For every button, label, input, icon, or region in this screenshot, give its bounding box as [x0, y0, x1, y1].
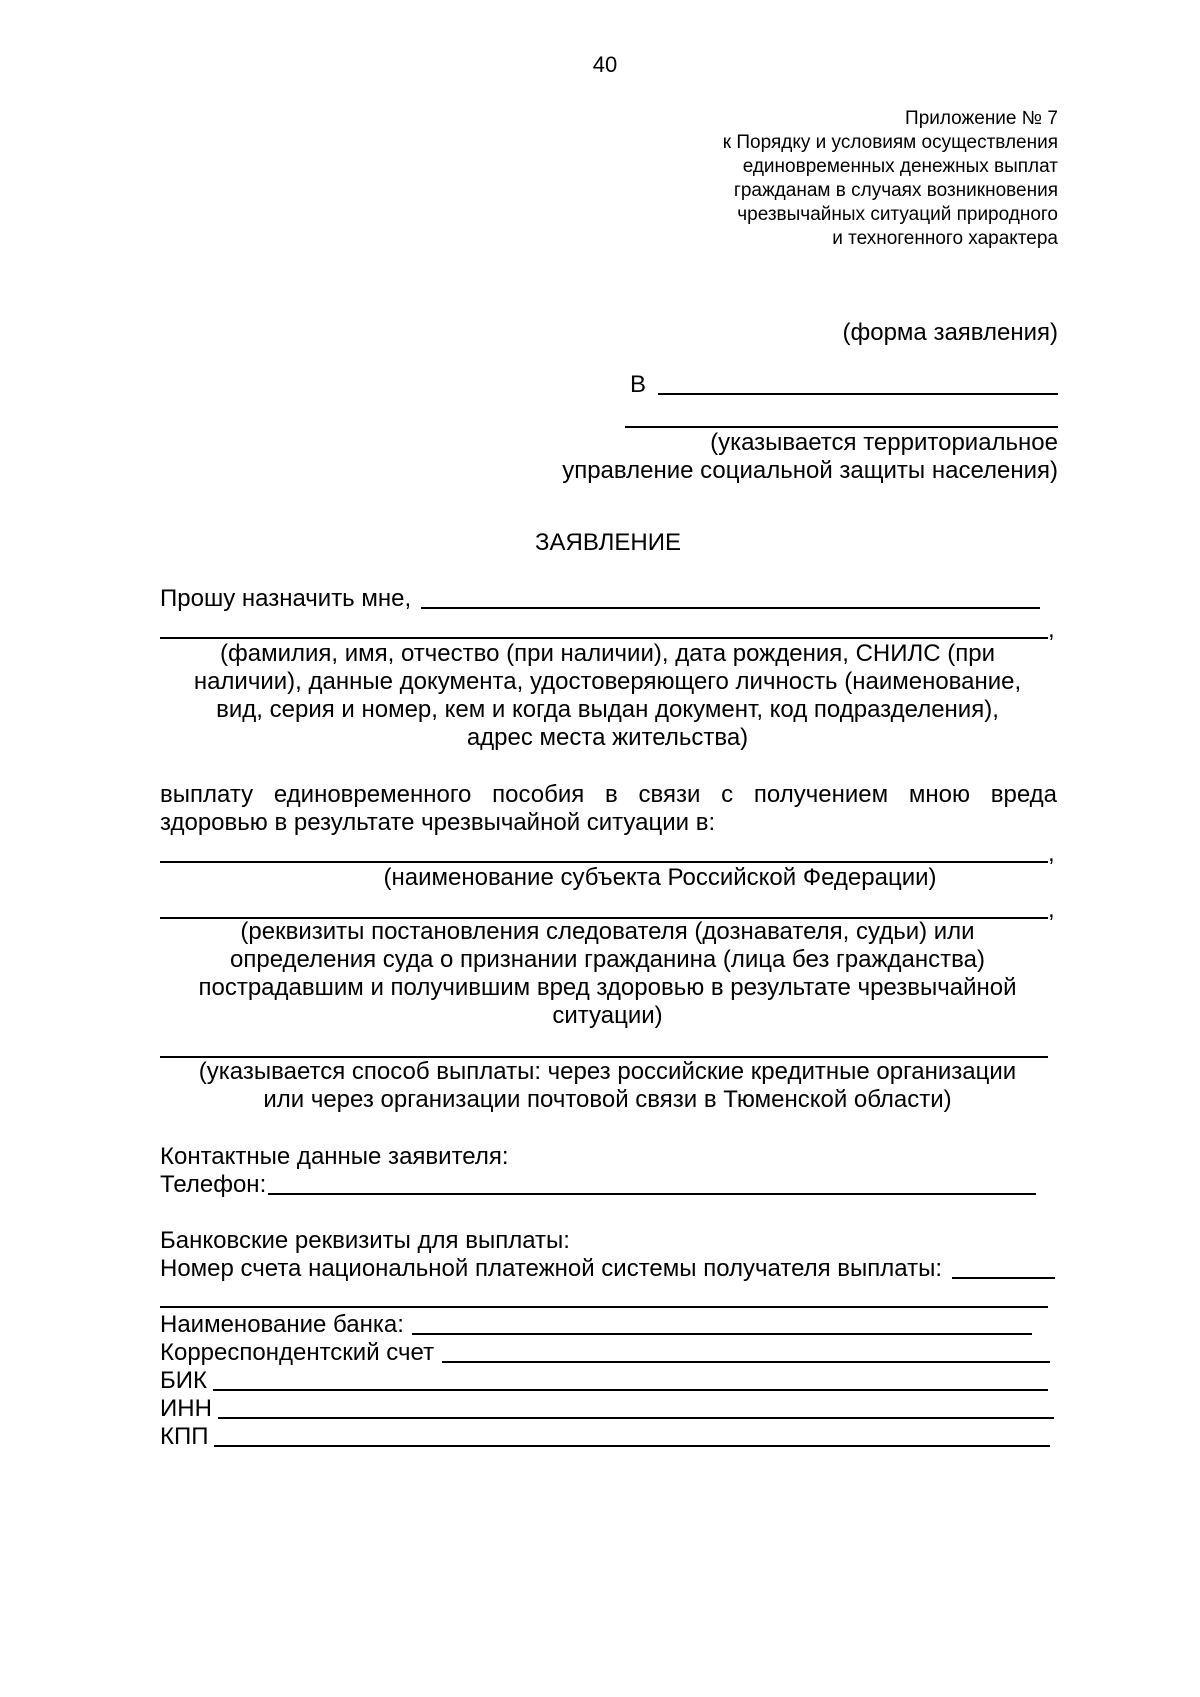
corr-account-line[interactable]: [442, 1361, 1050, 1363]
inn-line[interactable]: [218, 1417, 1054, 1419]
applicant-hint: [160, 640, 1055, 752]
addressee-hint-1: (указывается территориальное: [710, 429, 1058, 456]
hint-line: адрес места жительства): [466, 724, 749, 751]
bank-name-field[interactable]: [160, 1310, 1032, 1340]
addressee-line[interactable]: [658, 393, 1058, 395]
applicant-line-1[interactable]: [421, 607, 1040, 609]
addressee-field[interactable]: [630, 370, 1058, 400]
bank-name-label: Наименование банка:: [160, 1311, 404, 1338]
bik-label: БИК: [160, 1367, 207, 1394]
comma: ,: [1048, 616, 1055, 643]
bank-name-line[interactable]: [412, 1333, 1032, 1335]
decision-hint: [160, 918, 1055, 1030]
addressee-hint-2: управление социальной защиты населения): [562, 457, 1058, 484]
comma: ,: [1048, 840, 1055, 867]
hint-line: (реквизиты постановления следователя (дознавателя, судьи) или: [240, 918, 975, 945]
hint-line: наличии), данные документа, удостоверяющего личность (наименование,: [193, 668, 1022, 695]
payment-line-1: выплату единовременного пособия в связи с получением мною вреда: [160, 781, 1057, 808]
hint-line: вид, серия и номер, кем и когда выдан документ, код подразделения),: [216, 696, 999, 723]
method-hint: [160, 1058, 1055, 1114]
region-hint: (наименование субъекта Российской Федерации): [383, 864, 937, 891]
kpp-line[interactable]: [214, 1445, 1050, 1447]
inn-field[interactable]: [160, 1394, 1054, 1424]
contacts-heading: Контактные данные заявителя:: [160, 1143, 509, 1170]
corr-account-label: Корреспондентский счет: [160, 1339, 435, 1366]
appendix-line: и техногенного характера: [832, 228, 1058, 249]
account-field[interactable]: [160, 1254, 1055, 1284]
phone-line[interactable]: [268, 1193, 1036, 1195]
applicant-field[interactable]: [160, 584, 1040, 614]
hint-line: (указывается способ выплаты: через российские кредитные организации: [198, 1058, 1017, 1085]
applicant-line-2[interactable]: [160, 637, 1048, 639]
inn-label: ИНН: [160, 1395, 212, 1422]
kpp-label: КПП: [160, 1423, 209, 1450]
bik-field[interactable]: [160, 1366, 1048, 1396]
account-line[interactable]: [952, 1277, 1055, 1279]
request-intro: Прошу назначить мне,: [160, 585, 412, 612]
kpp-field[interactable]: [160, 1422, 1050, 1452]
bank-heading: Банковские реквизиты для выплаты:: [160, 1227, 570, 1254]
hint-line: определения суда о признании гражданина (лица без гражданства): [230, 946, 985, 973]
comma: ,: [1048, 896, 1055, 923]
form-label: (форма заявления): [842, 319, 1058, 346]
appendix-line: Приложение № 7: [905, 108, 1058, 129]
bik-line[interactable]: [213, 1389, 1048, 1391]
document-title: ЗАЯВЛЕНИЕ: [535, 529, 681, 556]
phone-label: Телефон:: [160, 1171, 267, 1198]
account-line-2[interactable]: [160, 1306, 1048, 1308]
appendix-line: к Порядку и условиям осуществления: [722, 132, 1058, 153]
appendix-line: гражданам в случаях возникновения: [733, 180, 1058, 201]
hint-line: пострадавшим и получившим вред здоровью в результате чрезвычайной: [198, 974, 1017, 1001]
hint-line: или через организации почтовой связи в Тюменской области): [263, 1086, 952, 1113]
corr-account-field[interactable]: [160, 1338, 1050, 1368]
page-number: 40: [592, 52, 618, 77]
hint-line: ситуации): [552, 1002, 663, 1029]
account-label: Номер счета национальной платежной системы получателя выплаты:: [160, 1255, 943, 1282]
appendix-line: чрезвычайных ситуаций природного: [737, 204, 1058, 225]
appendix-block: [600, 106, 1058, 252]
phone-field[interactable]: [160, 1170, 1036, 1200]
payment-line-2: здоровью в результате чрезвычайной ситуации в:: [160, 809, 716, 836]
appendix-line: единовременных денежных выплат: [742, 156, 1058, 177]
hint-line: (фамилия, имя, отчество (при наличии), дата рождения, СНИЛС (при: [220, 640, 995, 667]
addressee-prefix: В: [630, 371, 647, 398]
